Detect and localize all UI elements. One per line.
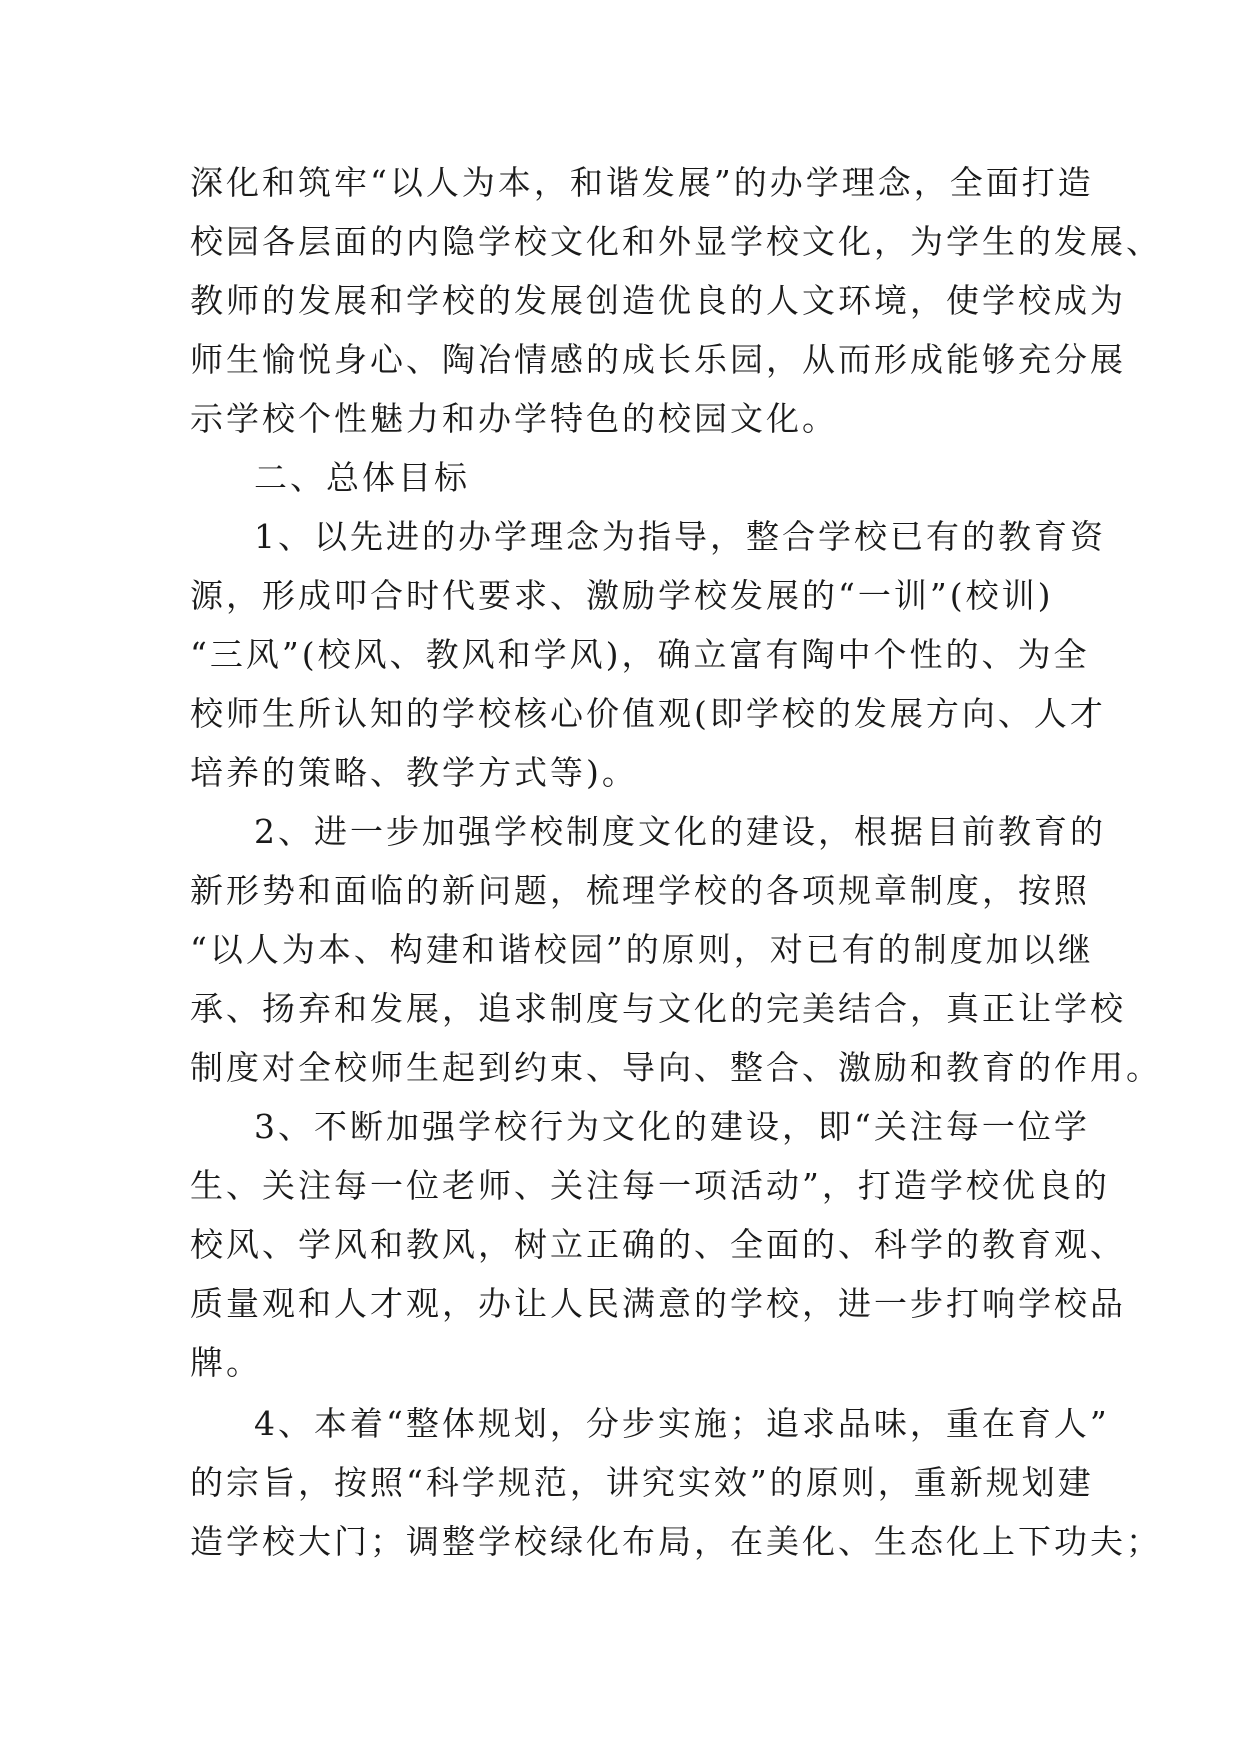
text-line: 4、本着“整体规划，分步实施；追求品味，重在育人” <box>254 1404 1110 1443</box>
text-line: 3、不断加强学校行为文化的建设，即“关注每一位学 <box>254 1107 1090 1146</box>
text-line: 承、扬弃和发展，追求制度与文化的完美结合，真正让学校 <box>190 989 1126 1028</box>
text-line: 2、进一步加强学校制度文化的建设，根据目前教育的 <box>254 812 1106 851</box>
text-line: 造学校大门；调整学校绿化布局，在美化、生态化上下功夫； <box>190 1522 1162 1561</box>
text-line: 的宗旨，按照“科学规范，讲究实效”的原则，重新规划建 <box>190 1463 1094 1502</box>
text-line: 培养的策略、教学方式等)。 <box>190 753 638 792</box>
text-line: 校风、学风和教风，树立正确的、全面的、科学的教育观、 <box>190 1225 1126 1264</box>
text-line: 质量观和人才观，办让人民满意的学校，进一步打响学校品 <box>190 1284 1126 1323</box>
text-line: 校园各层面的内隐学校文化和外显学校文化，为学生的发展、 <box>190 222 1162 261</box>
text-line: “三风”(校风、教风和学风)，确立富有陶中个性的、为全 <box>190 635 1090 674</box>
text-line: “以人为本、构建和谐校园”的原则，对已有的制度加以继 <box>190 930 1094 969</box>
text-line: 深化和筑牢“以人为本，和谐发展”的办学理念，全面打造 <box>190 163 1094 202</box>
text-line: 1、以先进的办学理念为指导，整合学校已有的教育资 <box>254 517 1106 556</box>
text-line: 师生愉悦身心、陶冶情感的成长乐园，从而形成能够充分展 <box>190 340 1126 379</box>
text-line: 制度对全校师生起到约束、导向、整合、激励和教育的作用。 <box>190 1048 1162 1087</box>
text-line: 教师的发展和学校的发展创造优良的人文环境，使学校成为 <box>190 281 1126 320</box>
text-line: 源，形成叩合时代要求、激励学校发展的“一训”(校训) <box>190 576 1054 615</box>
section-heading: 二、总体目标 <box>254 458 470 497</box>
text-line: 牌。 <box>190 1343 262 1382</box>
text-line: 生、关注每一位老师、关注每一项活动”，打造学校优良的 <box>190 1166 1110 1205</box>
text-line: 新形势和面临的新问题，梳理学校的各项规章制度，按照 <box>190 871 1090 910</box>
text-line: 校师生所认知的学校核心价值观(即学校的发展方向、人才 <box>190 694 1106 733</box>
text-line: 示学校个性魅力和办学特色的校园文化。 <box>190 399 838 438</box>
